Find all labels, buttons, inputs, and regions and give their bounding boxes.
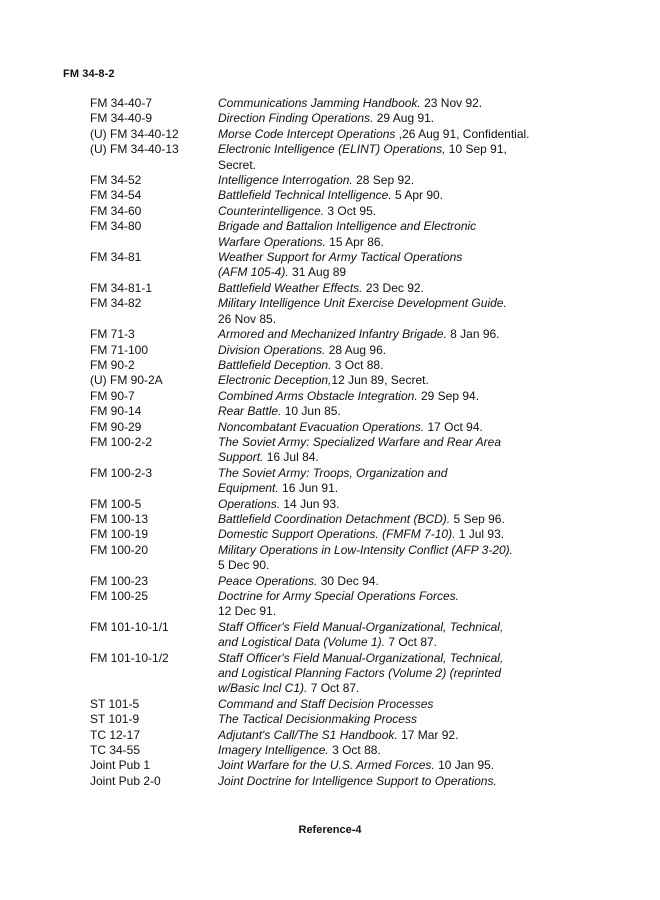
reference-designation: FM 100-20 [90,542,149,557]
reference-designation: FM 90-7 [90,388,135,403]
reference-text [218,697,570,712]
reference-designation: FM 34-40-7 [90,96,153,110]
reference-designation: FM 100-23 [90,573,149,588]
reference-designation: FM 34-40-9 [90,111,153,126]
reference-date: 8 Jan 96. [446,327,500,342]
reference-text [218,358,570,373]
reference-text [218,420,570,435]
reference-date: 28 Aug 96. [325,342,387,357]
reference-text [218,512,570,527]
reference-designation: FM 34-80 [90,219,142,234]
reference-text [218,296,570,327]
reference-entry [90,111,570,126]
reference-title: Rear Battle. [218,404,282,419]
reference-designation: FM 71-100 [90,342,149,357]
reference-title: Battlefield Weather Effects. [218,280,363,295]
reference-text [218,111,570,126]
reference-designation: TC 34-55 [90,743,141,758]
reference-entry [90,758,570,773]
reference-entry [90,188,570,203]
reference-date: 7 Oct 87. [384,635,438,650]
reference-title: Brigade and Battalion Intelligence and Electronic Warfare Operations. [218,219,477,249]
reference-designation: FM 71-3 [90,327,135,342]
reference-title: Electronic Intelligence (ELINT) Operations, [218,142,446,157]
reference-title: Division Operations. [218,342,326,357]
reference-designation: (U) FM 34-40-12 [90,126,179,141]
reference-text [218,743,570,758]
reference-date: 1 Jul 93. [455,527,505,542]
reference-title: Domestic Support Operations. (FMFM 7-10). [218,527,456,542]
reference-date: 5 Sep 96. [450,511,505,526]
reference-title: Joint Warfare for the U.S. Armed Forces. [218,758,435,773]
reference-entry [90,96,570,111]
reference-text [218,651,570,697]
reference-designation: FM 101-10-1/1 [90,619,169,634]
reference-text [218,589,570,620]
reference-designation: FM 100-13 [90,511,149,526]
reference-designation: FM 34-60 [90,203,142,218]
reference-date: 17 Oct 94. [424,419,483,434]
reference-title: Communications Jamming Handbook. [218,96,421,110]
reference-designation: (U) FM 90-2A [90,373,163,388]
reference-designation: ST 101-5 [90,696,140,711]
reference-text [218,250,570,281]
reference-entry [90,343,570,358]
reference-entry [90,527,570,542]
reference-title: Battlefield Coordination Detachment (BCD). [218,511,451,526]
reference-designation: FM 34-82 [90,296,142,311]
reference-date: 15 Apr 86. [325,234,384,249]
reference-entry [90,204,570,219]
reference-entry [90,281,570,296]
reference-designation: FM 34-81 [90,250,142,265]
reference-title: Joint Doctrine for Intelligence Support to Operations. [218,773,497,788]
reference-text [218,373,570,388]
reference-date: 16 Jun 91. [278,481,339,496]
reference-title: Battlefield Technical Intelligence. [218,188,392,203]
reference-entry [90,327,570,342]
reference-title: Military Intelligence Unit Exercise Development Guide. [218,296,507,311]
reference-text [218,204,570,219]
reference-entry [90,651,570,697]
reference-entry [90,435,570,466]
reference-date: ,26 Aug 91, Confidential. [395,126,530,141]
reference-entry [90,620,570,651]
reference-text [218,343,570,358]
reference-text [218,527,570,542]
reference-designation: FM 90-14 [90,404,142,419]
reference-text [218,127,570,142]
reference-designation: Joint Pub 2-0 [90,773,161,788]
reference-designation: Joint Pub 1 [90,758,151,773]
reference-designation: FM 90-29 [90,419,142,434]
reference-designation: TC 12-17 [90,727,141,742]
reference-text [218,281,570,296]
reference-text [218,774,570,789]
reference-date: 7 Oct 87. [307,681,360,696]
reference-designation: FM 100-19 [90,527,149,542]
reference-date: 12 Jun 89, Secret. [331,373,429,388]
reference-text [218,389,570,404]
reference-text [218,96,570,111]
reference-entry [90,404,570,419]
reference-text [218,466,570,497]
reference-text [218,497,570,512]
reference-text [218,142,570,173]
reference-entry [90,173,570,188]
reference-designation: FM 100-2-2 [90,434,153,449]
reference-text [218,574,570,589]
reference-designation: FM 90-2 [90,357,135,372]
reference-entry [90,574,570,589]
reference-date: 5 Apr 90. [391,188,444,203]
document-id: FM 34-8-2 [63,68,115,80]
reference-date: 5 Dec 90. [218,558,270,573]
reference-entry [90,358,570,373]
reference-title: Noncombatant Evacuation Operations. [218,419,425,434]
reference-title: Operations. [218,496,281,511]
reference-entry [90,296,570,327]
reference-date: 3 Oct 88. [328,743,381,758]
reference-entry [90,589,570,620]
reference-text [218,435,570,466]
reference-date: 17 Mar 92. [397,727,459,742]
reference-text [218,543,570,574]
reference-title: Military Operations in Low-Intensity Conflict (AFP 3-20). [218,542,513,557]
reference-text [218,327,570,342]
reference-entry [90,420,570,435]
reference-entry [90,543,570,574]
reference-title: Electronic Deception, [218,373,332,388]
reference-text [218,758,570,773]
reference-designation: FM 100-2-3 [90,465,153,480]
reference-date: 29 Sep 94. [417,388,480,403]
reference-entry [90,466,570,497]
reference-date: 29 Aug 91. [373,111,435,126]
reference-entry [90,512,570,527]
reference-date: 10 Jan 95. [434,758,495,773]
reference-designation: FM 34-52 [90,173,142,188]
reference-entry [90,743,570,758]
reference-entry [90,712,570,727]
reference-title: Morse Code Intercept Operations [218,126,396,141]
reference-date: 10 Sep 91, Secret. [218,142,507,172]
reference-text [218,173,570,188]
reference-date: 26 Nov 85. [218,311,277,326]
reference-date: 12 Dec 91. [218,604,277,619]
reference-date: 23 Dec 92. [362,280,424,295]
reference-title: Intelligence Interrogation. [218,173,353,188]
reference-designation: FM 34-81-1 [90,280,153,295]
reference-date: 30 Dec 94. [317,573,379,588]
reference-title: Battlefield Deception. [218,357,332,372]
reference-title: Peace Operations. [218,573,318,588]
reference-title: Staff Officer's Field Manual-Organizational, Technical, and Logistical Data (Volume 1). [218,619,504,650]
reference-text [218,188,570,203]
reference-entry [90,219,570,250]
reference-title: Command and Staff Decision Processes [218,696,434,711]
reference-title: Counterintelligence. [218,203,325,218]
reference-title: Combined Arms Obstacle Integration. [218,388,418,403]
reference-entry [90,127,570,142]
reference-designation: FM 100-5 [90,496,142,511]
reference-date: 31 Aug 89 [288,265,347,280]
reference-text [218,712,570,727]
reference-title: Imagery Intelligence. [218,743,329,758]
reference-title: Weather Support for Army Tactical Operations (AFM 105-4). [218,250,463,280]
reference-title: Armored and Mechanized Infantry Brigade. [218,327,447,342]
reference-date: 23 Nov 92. [420,96,483,110]
reference-date: 3 Oct 95. [324,203,377,218]
reference-date: 28 Sep 92. [352,173,415,188]
reference-entry [90,774,570,789]
reference-title: Staff Officer's Field Manual-Organizational, Technical, and Logistical Planning Factors (Volume 2) (reprinted w/Basic Incl C1). [218,650,504,696]
reference-text [218,219,570,250]
reference-date: 14 Jun 93. [280,496,340,511]
reference-entry [90,697,570,712]
reference-entry [90,728,570,743]
reference-title: The Tactical Decisionmaking Process [218,712,417,727]
reference-text [218,728,570,743]
reference-entry [90,389,570,404]
reference-date: 16 Jul 84. [263,450,319,465]
reference-title: The Soviet Army: Troops, Organization and Equipment. [218,465,448,496]
reference-list [90,96,570,789]
reference-title: The Soviet Army: Specialized Warfare and Rear Area Support. [218,434,502,465]
reference-designation: (U) FM 34-40-13 [90,142,179,157]
reference-text [218,620,570,651]
reference-designation: FM 100-25 [90,589,149,603]
reference-designation: ST 101-9 [90,712,140,727]
reference-designation: FM 101-10-1/2 [90,650,169,665]
reference-entry [90,497,570,512]
reference-date: 3 Oct 88. [331,357,384,372]
reference-designation: FM 34-54 [90,188,142,203]
reference-text [218,404,570,419]
reference-date: 10 Jun 85. [281,404,341,419]
reference-entry [90,373,570,388]
reference-entry [90,142,570,173]
reference-entry [90,250,570,281]
reference-title: Direction Finding Operations. [218,111,374,126]
page-footer: Reference-4 [298,824,362,836]
reference-title: Doctrine for Army Special Operations Forces. [218,589,459,603]
reference-title: Adjutant's Call/The S1 Handbook. [218,727,398,742]
